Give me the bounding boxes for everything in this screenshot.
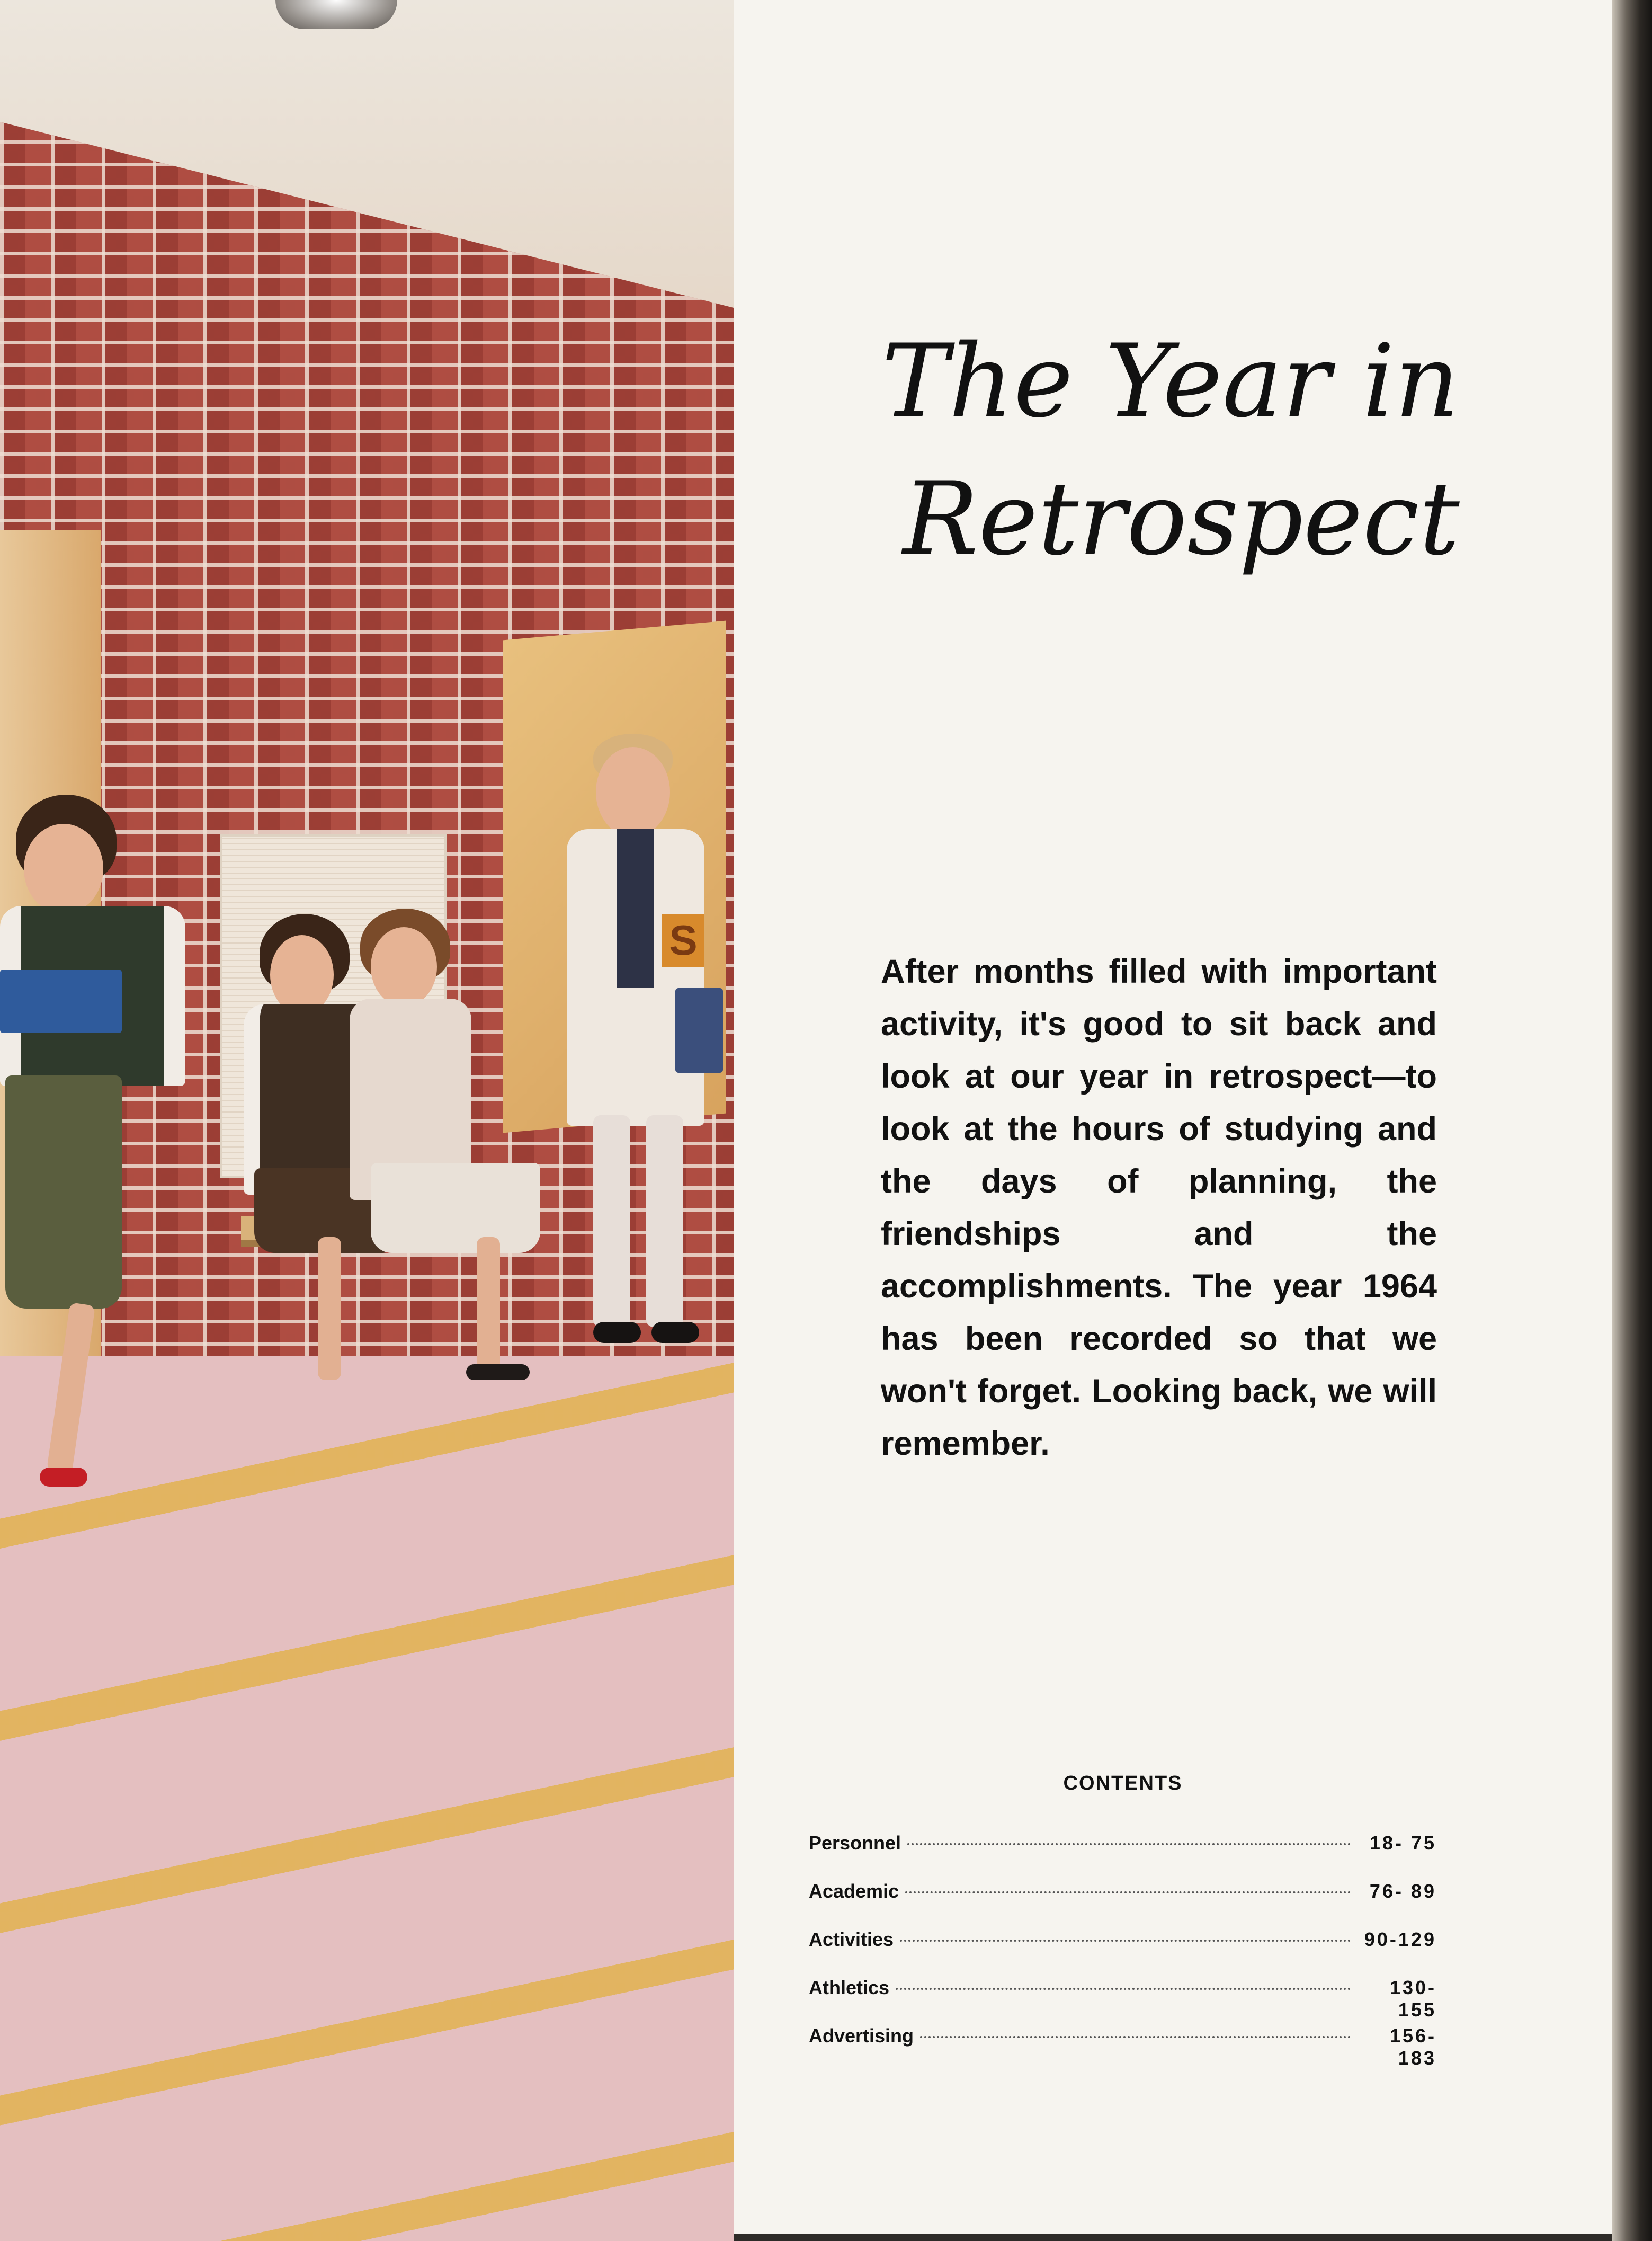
contents-heading: CONTENTS bbox=[1063, 1772, 1183, 1794]
toc-entry-athletics bbox=[809, 1977, 1436, 2025]
toc-entry-pages: 130-155 bbox=[1389, 1977, 1436, 2021]
toc-leader-dots bbox=[905, 1891, 1351, 1893]
student-seated-2 bbox=[339, 909, 530, 1385]
toc-leader-dots bbox=[900, 1940, 1351, 1942]
page-title bbox=[826, 313, 1515, 588]
letter-sweater-s: S bbox=[662, 914, 704, 967]
page-bottom-edge bbox=[734, 2234, 1612, 2241]
student-walking bbox=[0, 795, 159, 1494]
intro-paragraph: After months filled with important activity, it's good to sit back and look at our year in retrospect—to look at the hours of studying and the days of planning, the friendships and the accomplishments. The year 1964 has been recorded so that we won't forget. Looking back, we will remember. bbox=[881, 953, 1437, 1462]
toc-entry-advertising bbox=[809, 2025, 1436, 2073]
ceiling-light bbox=[275, 0, 397, 29]
toc-leader-dots bbox=[896, 1988, 1351, 1990]
hallway-photo bbox=[0, 0, 734, 2241]
toc-entry-label: Advertising bbox=[809, 2025, 914, 2047]
toc-entry-pages: 90-129 bbox=[1364, 1928, 1436, 1950]
book-binding-edge bbox=[1612, 0, 1652, 2241]
toc-leader-dots bbox=[907, 1843, 1351, 1845]
title-line-1: The Year in bbox=[881, 323, 1460, 440]
toc-entry-activities bbox=[809, 1928, 1436, 1977]
toc-entry-academic bbox=[809, 1880, 1436, 1928]
toc-entry-label: Athletics bbox=[809, 1977, 890, 1998]
student-standing bbox=[561, 734, 734, 1354]
title-line-2: Retrospect bbox=[903, 460, 1460, 577]
toc-entry-personnel bbox=[809, 1832, 1436, 1880]
table-of-contents bbox=[809, 1832, 1436, 2073]
toc-leader-dots bbox=[920, 2036, 1351, 2038]
toc-entry-pages: 18- 75 bbox=[1369, 1832, 1436, 1854]
toc-entry-label: Academic bbox=[809, 1880, 899, 1902]
toc-entry-label: Activities bbox=[809, 1928, 894, 1950]
toc-entry-pages: 76- 89 bbox=[1369, 1880, 1436, 1902]
toc-entry-pages: 156-183 bbox=[1389, 2025, 1436, 2069]
toc-entry-label: Personnel bbox=[809, 1832, 901, 1854]
